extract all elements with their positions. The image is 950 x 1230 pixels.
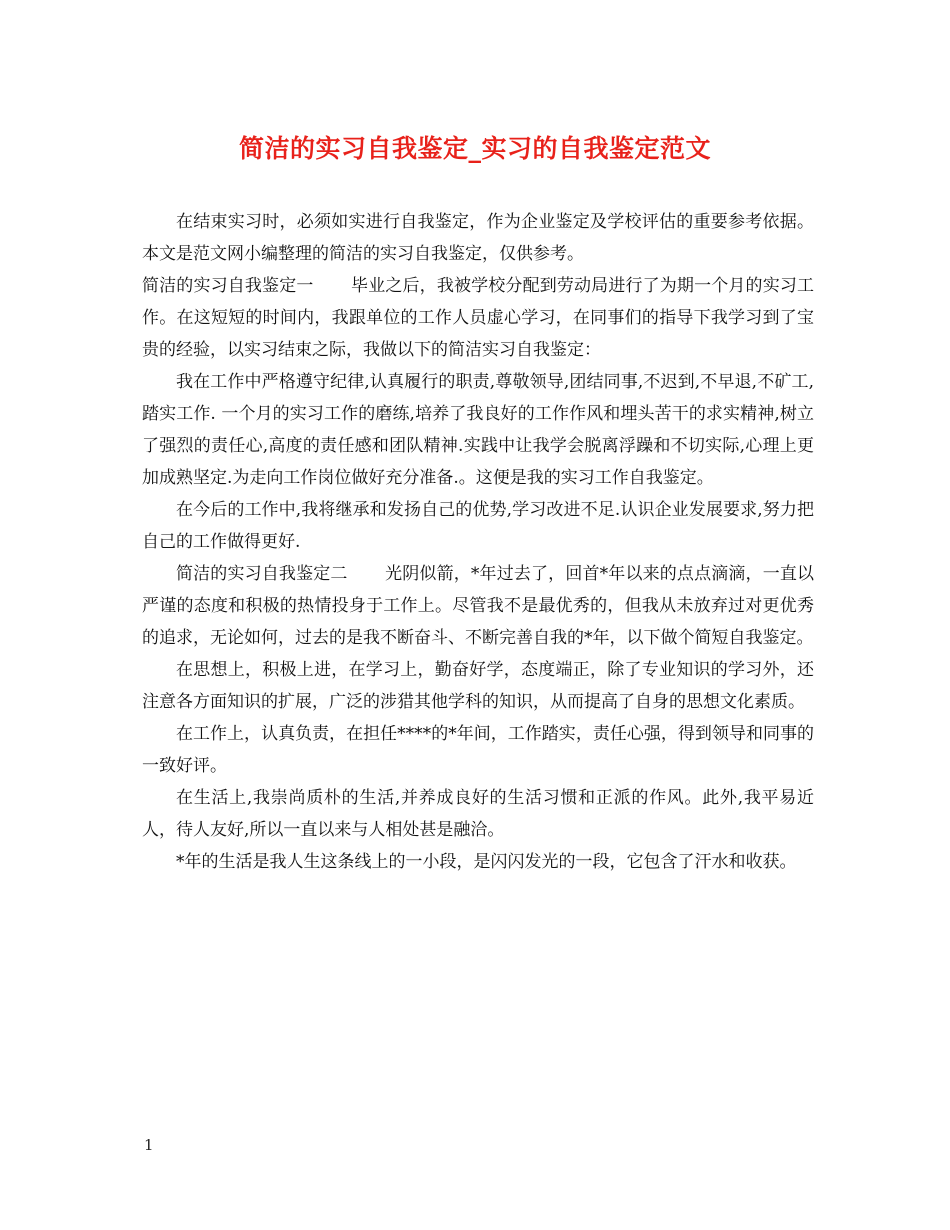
document-body: [142, 206, 814, 878]
section-1-heading: 简洁的实习自我鉴定一: [142, 276, 314, 296]
section-2-heading: 简洁的实习自我鉴定二: [176, 564, 348, 584]
section-1-paragraph: 我在工作中严格遵守纪律,认真履行的职责,尊敬领导,团结同事,不迟到,不早退,不矿工,踏实工作. 一个月的实习工作的磨练,培养了我良好的工作作风和埋头苦干的求实精神,树立了强烈的责任心,高度的责任感和团队精神.实践中让我学会脱离浮躁和不切实际,心理上更加成熟坚定.为走向工作岗位做好充分准备.。这便是我的实习工作自我鉴定。: [142, 372, 814, 488]
page-number: 1: [144, 1136, 154, 1154]
section-1-lead: 毕业之后，我被学校分配到劳动局进行了为期一个月的实习工作。在这短短的时间内，我跟单位的工作人员虚心学习，在同事们的指导下我学习到了宝贵的经验，以实习结束之际，我做以下的简洁实习自我鉴定：: [142, 276, 814, 360]
section-2-paragraph: 在思想上，积极上进，在学习上，勤奋好学，态度端正，除了专业知识的学习外，还注意各方面知识的扩展，广泛的涉猎其他学科的知识，从而提高了自身的思想文化素质。: [142, 660, 814, 712]
section-2-paragraph: 在工作上，认真负责，在担任****的*年间，工作踏实，责任心强，得到领导和同事的一致好评。: [142, 724, 814, 776]
section-2-paragraph: *年的生活是我人生这条线上的一小段，是闪闪发光的一段，它包含了汗水和收获。: [176, 852, 797, 872]
section-1-lead-paragraph: [142, 270, 814, 366]
section-2-lead-paragraph: [142, 558, 814, 654]
section-2-lead: 光阴似箭，*年过去了，回首*年以来的点点滴滴，一直以严谨的态度和积极的热情投身于工作上。尽管我不是最优秀的，但我从未放弃过对更优秀的追求，无论如何，过去的是我不断奋斗、不断完善自我的*年，以下做个简短自我鉴定。: [142, 564, 815, 648]
document-title: 简洁的实习自我鉴定_实习的自我鉴定范文: [238, 134, 711, 163]
intro-paragraph: 在结束实习时，必须如实进行自我鉴定，作为企业鉴定及学校评估的重要参考依据。本文是范文网小编整理的简洁的实习自我鉴定，仅供参考。: [142, 212, 814, 264]
section-1-paragraph: 在今后的工作中,我将继承和发扬自己的优势,学习改进不足.认识企业发展要求,努力把自己的工作做得更好.: [142, 500, 814, 552]
section-2-paragraph: 在生活上,我崇尚质朴的生活,并养成良好的生活习惯和正派的作风。此外,我平易近人，待人友好,所以一直以来与人相处甚是融洽。: [142, 788, 814, 840]
